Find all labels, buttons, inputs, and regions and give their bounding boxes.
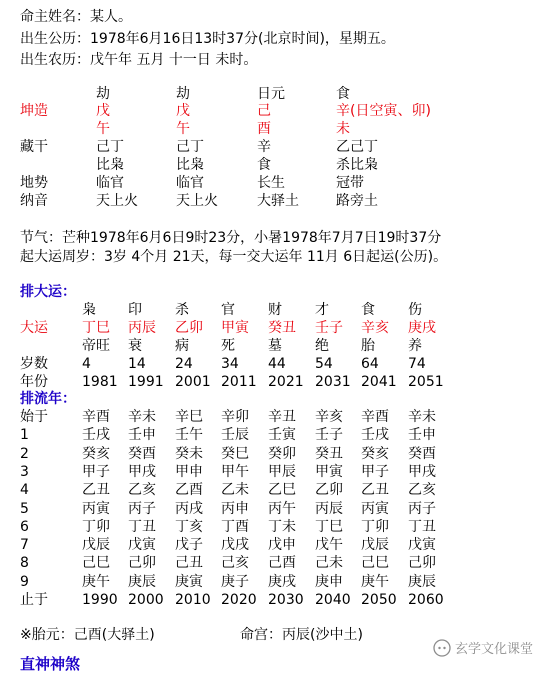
ten-god-hour: 食: [336, 86, 350, 102]
luck-year: 1981: [82, 374, 118, 390]
luck-age: 44: [268, 356, 286, 372]
day-void-note: (日空寅、卯): [350, 103, 431, 119]
flow-year-cell: 癸亥: [82, 445, 110, 462]
flow-year-cell: 壬申: [408, 427, 436, 444]
flow-year-cell: 戊辰: [361, 537, 389, 554]
luck-stage: 死: [221, 338, 235, 354]
flow-year-cell: 戊辰: [82, 537, 110, 554]
nayin-year: 天上火: [96, 193, 138, 209]
luck-year: 2011: [221, 374, 257, 390]
growth-stage-month: 临官: [176, 175, 204, 191]
flow-year-cell: 辛亥: [315, 409, 343, 425]
flow-year-cell: 癸巳: [221, 445, 249, 462]
flow-year-cell: 2030: [268, 592, 304, 608]
growth-stage-hour: 冠带: [336, 175, 364, 191]
flow-year-cell: 甲寅: [315, 463, 343, 480]
luck-god: 伤: [408, 302, 422, 318]
flow-year-cell: 2040: [315, 592, 351, 608]
flow-year-cell: 己卯: [128, 555, 156, 572]
flow-year-cell: 辛未: [128, 409, 156, 425]
hidden-god-day: 食: [257, 157, 271, 173]
flow-year-cell: 壬子: [315, 427, 343, 444]
nayin-hour: 路旁土: [336, 193, 378, 209]
flow-year-cell: 甲戌: [128, 463, 156, 480]
luck-age: 4: [82, 356, 91, 372]
flow-year-cell: 己卯: [408, 555, 436, 572]
flow-year-cell: 2000: [128, 592, 164, 608]
solar-terms-line: 节气：芒种1978年6月6日9时23分，小暑1978年7月7日19时37分: [20, 230, 442, 246]
luck-year: 2041: [361, 374, 397, 390]
hidden-god-month: 比枭: [176, 157, 204, 173]
luck-god: 官: [221, 302, 235, 318]
flow-year-cell: 丁卯: [82, 518, 110, 535]
luck-god: 印: [128, 302, 142, 318]
flow-year-cell: 庚申: [315, 573, 343, 590]
flow-year-cell: 辛未: [408, 409, 436, 425]
luck-label: 大运: [20, 320, 48, 336]
flow-year-cell: 乙丑: [361, 482, 389, 499]
flow-year-cell: 丁酉: [221, 518, 249, 535]
flow-year-cell: 庚辰: [128, 573, 156, 590]
luck-year: 1991: [128, 374, 164, 390]
flow-year-cell: 壬戌: [82, 427, 110, 444]
flow-year-cell: 丙寅: [361, 500, 389, 517]
flow-year-cell: 甲子: [361, 463, 389, 480]
life-palace-line: 命宫：丙辰(沙中土): [240, 627, 363, 643]
growth-stage-year: 临官: [96, 175, 124, 191]
earth-branch-hour: 未: [336, 121, 350, 137]
flow-year-cell: 辛酉: [361, 409, 389, 425]
flow-year-cell: 己未: [315, 555, 343, 572]
flow-year-cell: 庚午: [361, 573, 389, 590]
flow-year-cell: 乙丑: [82, 482, 110, 499]
ten-god-month: 劫: [176, 86, 190, 102]
flow-year-cell: 1990: [82, 592, 118, 608]
flow-year-cell: 乙酉: [175, 482, 203, 499]
flow-row-label: 5: [20, 500, 29, 517]
luck-age: 74: [408, 356, 426, 372]
flow-year-cell: 己亥: [221, 555, 249, 572]
flow-year-cell: 癸未: [175, 445, 203, 462]
flow-year-cell: 壬午: [175, 427, 203, 444]
luck-stage: 病: [175, 338, 189, 354]
flow-row-label: 6: [20, 518, 29, 535]
flow-year-cell: 壬辰: [221, 427, 249, 444]
flow-row-label: 7: [20, 537, 29, 554]
age-label: 岁数: [20, 356, 48, 372]
flow-row-label: 1: [20, 427, 29, 444]
flow-year-cell: 辛卯: [221, 409, 249, 425]
solar-birth-line: 出生公历：1978年6月16日13时37分(北京时间)，星期五。: [20, 31, 395, 47]
heaven-stem-day: 己: [257, 103, 271, 119]
flow-year-cell: 己巳: [82, 555, 110, 572]
flow-year-cell: 丙子: [128, 500, 156, 517]
flow-year-cell: 戊寅: [408, 537, 436, 554]
earth-branch-month: 午: [176, 121, 190, 137]
luck-age: 14: [128, 356, 146, 372]
luck-start-line: 起大运周岁：3岁 4个月 21天，每一交大运年 11月 6日起运(公历)。: [20, 249, 448, 265]
luck-age: 34: [221, 356, 239, 372]
flow-year-cell: 2050: [361, 592, 397, 608]
luck-year: 2021: [268, 374, 304, 390]
luck-stage: 养: [408, 338, 422, 354]
flow-year-cell: 乙亥: [128, 482, 156, 499]
luck-god: 财: [268, 302, 282, 318]
luck-pillar: 庚戌: [408, 320, 436, 336]
embryo-line: ※胎元：己酉(大驿土): [20, 627, 155, 643]
heaven-stems-label: 坤造: [20, 103, 48, 119]
flow-year-cell: 庚戌: [268, 573, 296, 590]
year-label: 年份: [20, 374, 48, 390]
flow-year-cell: 辛酉: [82, 409, 110, 425]
flow-row-label: 3: [20, 463, 29, 480]
flow-year-cell: 己巳: [361, 555, 389, 572]
flow-year-cell: 丙申: [221, 500, 249, 517]
flow-year-cell: 庚午: [82, 573, 110, 590]
nayin-day: 大驿土: [257, 193, 299, 209]
flow-year-cell: 2060: [408, 592, 444, 608]
growth-stage-day: 长生: [257, 175, 285, 191]
growth-stage-label: 地势: [20, 175, 48, 191]
flow-year-cell: 癸丑: [315, 445, 343, 462]
luck-pillar: 丁巳: [82, 320, 110, 336]
luck-age: 54: [315, 356, 333, 372]
luck-god: 杀: [175, 302, 189, 318]
flow-year-cell: 戊戌: [221, 537, 249, 554]
flow-year-cell: 己酉: [268, 555, 296, 572]
flow-year-cell: 丁未: [268, 518, 296, 535]
heaven-stem-year: 戊: [96, 103, 110, 119]
flow-row-label: 始于: [20, 409, 48, 425]
flow-year-cell: 癸卯: [268, 445, 296, 462]
flow-year-cell: 丙辰: [315, 500, 343, 517]
flow-year-cell: 壬寅: [268, 427, 296, 444]
wechat-icon: [433, 639, 451, 657]
luck-pillar: 癸丑: [268, 320, 296, 336]
flow-year-cell: 辛丑: [268, 409, 296, 425]
flow-year-cell: 丙午: [268, 500, 296, 517]
flow-row-label: 9: [20, 573, 29, 590]
luck-pillar: 甲寅: [221, 320, 249, 336]
flow-year-cell: 己丑: [175, 555, 203, 572]
flow-year-cell: 丁丑: [128, 518, 156, 535]
hidden-stem-day: 辛: [257, 139, 271, 155]
luck-god: 食: [361, 302, 375, 318]
flow-year-cell: 乙未: [221, 482, 249, 499]
hidden-stem-month: 己丁: [176, 139, 204, 155]
luck-stage: 胎: [361, 338, 375, 354]
hidden-stem-hour: 乙己丁: [336, 139, 378, 155]
flow-year-cell: 乙巳: [268, 482, 296, 499]
hidden-god-hour: 杀比枭: [336, 157, 378, 173]
flow-year-cell: 壬戌: [361, 427, 389, 444]
flow-year-cell: 癸亥: [361, 445, 389, 462]
flow-row-label: 止于: [20, 592, 48, 608]
flow-year-cell: 戊申: [268, 537, 296, 554]
hidden-stems-label: 藏干: [20, 139, 48, 155]
luck-pillar: 壬子: [315, 320, 343, 336]
flow-row-label: 8: [20, 555, 29, 572]
hidden-god-year: 比枭: [96, 157, 124, 173]
luck-section-title: 排大运：: [20, 284, 76, 300]
luck-stage: 墓: [268, 338, 282, 354]
flow-row-label: 4: [20, 482, 29, 499]
luck-pillar: 辛亥: [361, 320, 389, 336]
flow-year-cell: 丙寅: [82, 500, 110, 517]
luck-year: 2001: [175, 374, 211, 390]
flow-year-cell: 丙戌: [175, 500, 203, 517]
watermark: [433, 638, 533, 657]
flow-year-cell: 甲午: [221, 463, 249, 480]
watermark-text: 玄学文化课堂: [454, 642, 533, 657]
flow-year-cell: 丁丑: [408, 518, 436, 535]
flow-year-cell: 丁亥: [175, 518, 203, 535]
flow-year-cell: 壬申: [128, 427, 156, 444]
lunar-birth-line: 出生农历：戊午年 五月 十一日 未时。: [20, 52, 258, 68]
luck-god: 才: [315, 302, 329, 318]
flow-year-cell: 戊寅: [128, 537, 156, 554]
flow-year-cell: 乙卯: [315, 482, 343, 499]
flow-year-cell: 庚子: [221, 573, 249, 590]
nayin-month: 天上火: [176, 193, 218, 209]
flow-year-cell: 戊子: [175, 537, 203, 554]
flow-year-cell: 癸酉: [128, 445, 156, 462]
flow-year-cell: 2010: [175, 592, 211, 608]
luck-stage: 帝旺: [82, 338, 110, 354]
flow-year-cell: 甲子: [82, 463, 110, 480]
luck-stage: 衰: [128, 338, 142, 354]
flow-year-cell: 癸酉: [408, 445, 436, 462]
luck-pillar: 丙辰: [128, 320, 156, 336]
earth-branch-day: 酉: [257, 121, 271, 137]
luck-year: 2051: [408, 374, 444, 390]
luck-year: 2031: [315, 374, 351, 390]
flow-year-cell: 乙亥: [408, 482, 436, 499]
name-line: 命主姓名：某人。: [20, 9, 132, 25]
heaven-stem-hour: 辛: [336, 103, 350, 119]
cut-off-heading: 直神神煞: [20, 655, 81, 673]
luck-pillar: 乙卯: [175, 320, 203, 336]
flow-year-cell: 丁巳: [315, 518, 343, 535]
hidden-stem-year: 己丁: [96, 139, 124, 155]
luck-age: 64: [361, 356, 379, 372]
flow-year-cell: 甲辰: [268, 463, 296, 480]
luck-stage: 绝: [315, 338, 329, 354]
flow-year-cell: 庚辰: [408, 573, 436, 590]
nayin-label: 纳音: [20, 193, 48, 209]
ten-god-year: 劫: [96, 86, 110, 102]
earth-branch-year: 午: [96, 121, 110, 137]
flow-year-cell: 丁卯: [361, 518, 389, 535]
flow-year-cell: 庚寅: [175, 573, 203, 590]
heaven-stem-month: 戊: [176, 103, 190, 119]
flow-year-cell: 甲戌: [408, 463, 436, 480]
flow-section-title: 排流年：: [20, 391, 76, 407]
flow-year-cell: 丙子: [408, 500, 436, 517]
luck-age: 24: [175, 356, 193, 372]
flow-year-cell: 戊午: [315, 537, 343, 554]
flow-year-cell: 2020: [221, 592, 257, 608]
flow-year-cell: 辛巳: [175, 409, 203, 425]
flow-year-cell: 甲申: [175, 463, 203, 480]
ten-god-day: 日元: [257, 86, 285, 102]
luck-god: 枭: [82, 302, 96, 318]
flow-row-label: 2: [20, 445, 29, 462]
